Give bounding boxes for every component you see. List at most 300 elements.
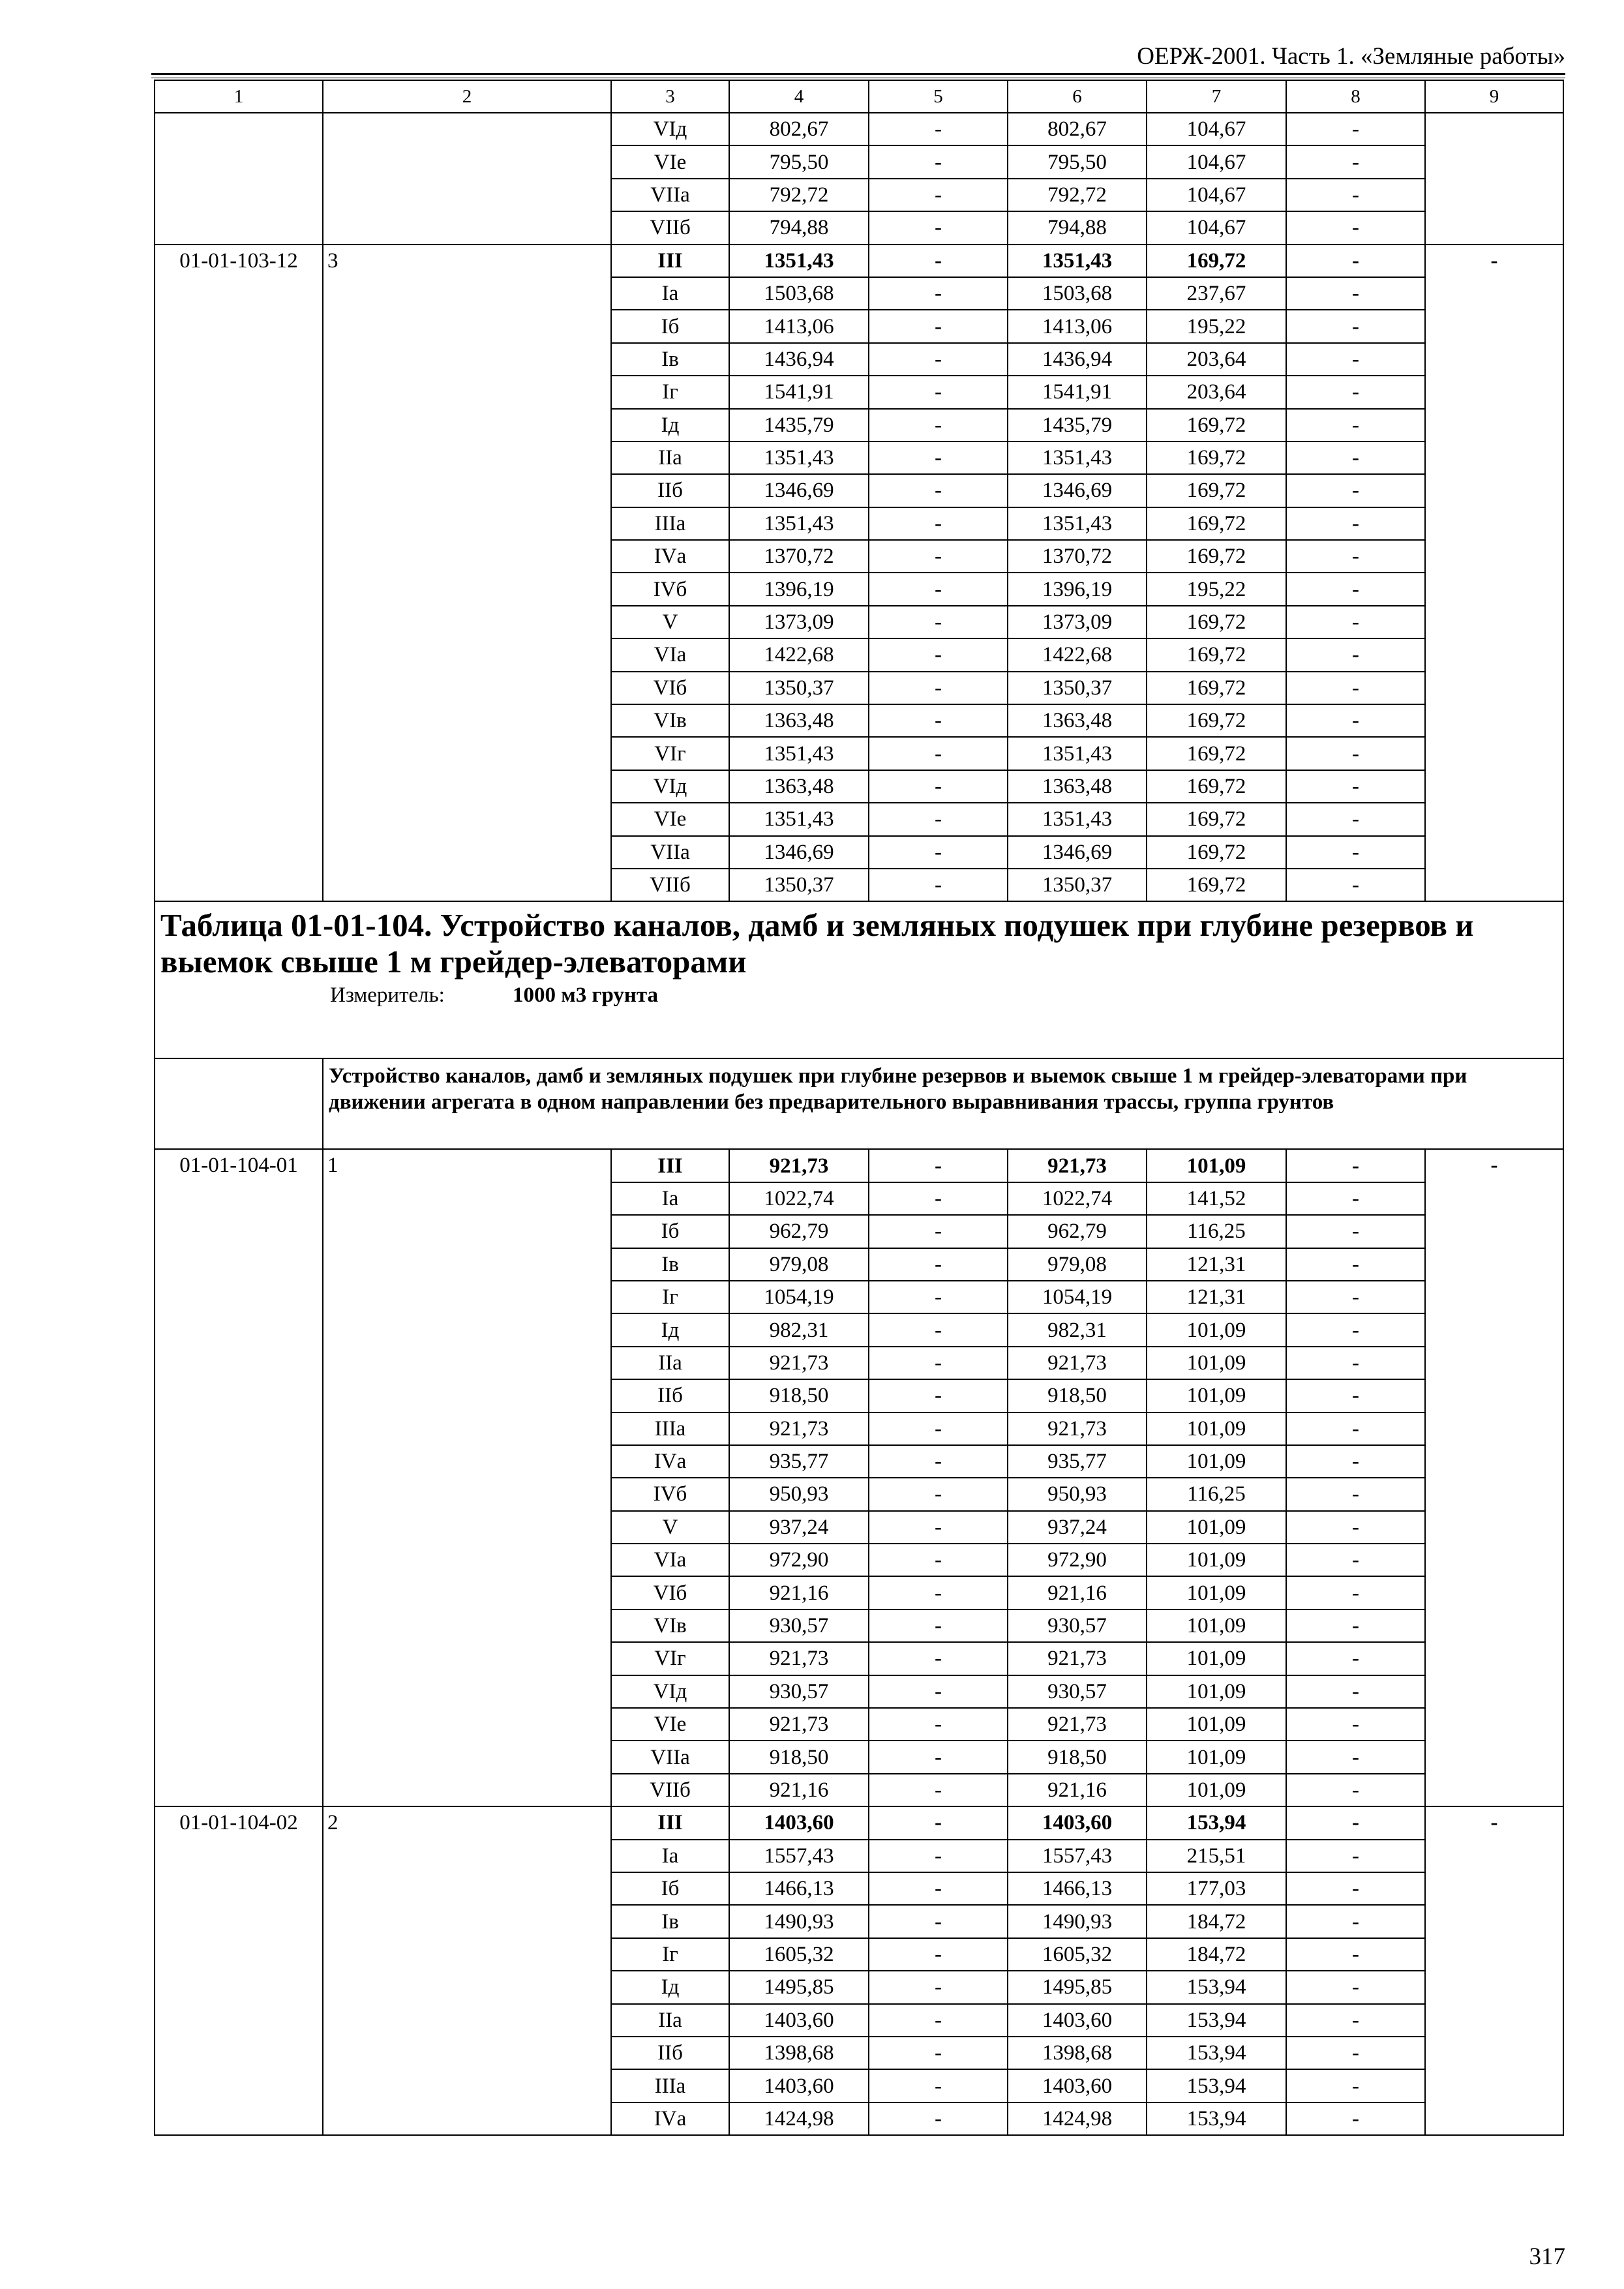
- table-title-row: [155, 901, 1563, 1058]
- soil-group-cell: Iг: [611, 1938, 729, 1971]
- soil-group-cell: VIб: [611, 672, 729, 704]
- value-cell: -: [869, 211, 1008, 244]
- value-cell: -: [1286, 836, 1425, 869]
- value-cell: 921,73: [729, 1708, 869, 1741]
- value-cell: 802,67: [1008, 113, 1147, 145]
- soil-group-cell: IIб: [611, 474, 729, 507]
- value-cell: 215,51: [1147, 1840, 1286, 1872]
- value-cell: -: [869, 1478, 1008, 1510]
- value-cell: -: [869, 1708, 1008, 1741]
- value-cell: 802,67: [729, 113, 869, 145]
- value-cell: 921,73: [1008, 1347, 1147, 1379]
- value-cell: -: [869, 2037, 1008, 2069]
- value-cell: -: [869, 1313, 1008, 1346]
- soil-group-cell: IIIа: [611, 1413, 729, 1445]
- value-cell: 101,09: [1147, 1544, 1286, 1576]
- value-cell: 104,67: [1147, 113, 1286, 145]
- value-cell: 1363,48: [729, 770, 869, 803]
- value-cell: 1503,68: [1008, 277, 1147, 310]
- value-cell: -: [869, 1182, 1008, 1215]
- value-cell: 950,93: [729, 1478, 869, 1510]
- soil-group-cell: VIIа: [611, 1741, 729, 1773]
- value-cell: 101,09: [1147, 1609, 1286, 1642]
- value-cell: 1351,43: [729, 245, 869, 277]
- value-cell: -: [869, 1872, 1008, 1905]
- value-cell: -: [869, 2102, 1008, 2135]
- value-cell: 937,24: [1008, 1511, 1147, 1544]
- value-cell: -: [869, 145, 1008, 178]
- value-cell: -: [1286, 507, 1425, 540]
- value-cell: 101,09: [1147, 1445, 1286, 1478]
- value-cell: 792,72: [1008, 179, 1147, 211]
- rate-code: [155, 113, 323, 245]
- value-cell: 982,31: [729, 1313, 869, 1346]
- value-cell: 794,88: [729, 211, 869, 244]
- soil-group-cell: Iв: [611, 343, 729, 376]
- soil-group-cell: IIIа: [611, 507, 729, 540]
- value-cell: 935,77: [1008, 1445, 1147, 1478]
- value-cell: -: [1425, 1149, 1563, 1806]
- soil-group-cell: IIб: [611, 2037, 729, 2069]
- value-cell: -: [869, 1215, 1008, 1248]
- column-number: 8: [1286, 80, 1425, 113]
- value-cell: 177,03: [1147, 1872, 1286, 1905]
- value-cell: 794,88: [1008, 211, 1147, 244]
- value-cell: 962,79: [729, 1215, 869, 1248]
- value-cell: -: [869, 836, 1008, 869]
- value-cell: -: [869, 1806, 1008, 1839]
- soil-group-cell: VIIб: [611, 1774, 729, 1806]
- value-cell: -: [869, 1675, 1008, 1708]
- value-cell: 169,72: [1147, 803, 1286, 835]
- value-cell: 950,93: [1008, 1478, 1147, 1510]
- column-number: 1: [155, 80, 323, 113]
- value-cell: 1422,68: [729, 638, 869, 671]
- value-cell: 1054,19: [1008, 1281, 1147, 1313]
- value-cell: 1346,69: [729, 474, 869, 507]
- value-cell: 1403,60: [729, 2069, 869, 2102]
- table-subtitle: Устройство каналов, дамб и земляных подушек при глубине резервов и выемок свыше 1 м грейдер-элеваторами при движении агрегата в одном направлении без предварительного выравнивания трассы, группа грунтов: [323, 1058, 1563, 1149]
- value-cell: -: [1286, 1971, 1425, 2003]
- value-cell: 979,08: [729, 1248, 869, 1281]
- value-cell: -: [1286, 2102, 1425, 2135]
- value-cell: -: [869, 376, 1008, 408]
- soil-group-cell: Iг: [611, 376, 729, 408]
- value-cell: 169,72: [1147, 638, 1286, 671]
- value-cell: 1351,43: [1008, 737, 1147, 770]
- value-cell: 1503,68: [729, 277, 869, 310]
- value-cell: 1495,85: [1008, 1971, 1147, 2003]
- value-cell: 1351,43: [729, 803, 869, 835]
- soil-group-cell: Iа: [611, 1182, 729, 1215]
- value-cell: -: [1286, 638, 1425, 671]
- value-cell: 153,94: [1147, 2102, 1286, 2135]
- value-cell: 1363,48: [1008, 704, 1147, 737]
- soil-group-cell: Iд: [611, 1971, 729, 2003]
- value-cell: -: [1286, 2069, 1425, 2102]
- value-cell: 101,09: [1147, 1313, 1286, 1346]
- value-cell: 1541,91: [729, 376, 869, 408]
- soil-group-cell: Iб: [611, 1215, 729, 1248]
- value-cell: -: [869, 441, 1008, 474]
- soil-group-cell: III: [611, 1806, 729, 1839]
- value-cell: 153,94: [1147, 2037, 1286, 2069]
- value-cell: -: [869, 606, 1008, 638]
- value-cell: -: [869, 704, 1008, 737]
- soil-group-cell: Iа: [611, 1840, 729, 1872]
- value-cell: -: [869, 770, 1008, 803]
- soil-group-cell: VIд: [611, 770, 729, 803]
- value-cell: 1403,60: [1008, 2004, 1147, 2037]
- soil-group-cell: Iб: [611, 310, 729, 342]
- value-cell: 1396,19: [1008, 573, 1147, 605]
- value-cell: 918,50: [1008, 1741, 1147, 1773]
- value-cell: 1373,09: [1008, 606, 1147, 638]
- value-cell: -: [869, 1413, 1008, 1445]
- value-cell: 153,94: [1147, 2004, 1286, 2037]
- soil-group-cell: Iд: [611, 1313, 729, 1346]
- value-cell: -: [869, 869, 1008, 901]
- value-cell: 930,57: [729, 1675, 869, 1708]
- value-cell: 1605,32: [1008, 1938, 1147, 1971]
- value-cell: 169,72: [1147, 409, 1286, 441]
- value-cell: -: [1286, 1511, 1425, 1544]
- value-cell: -: [869, 1248, 1008, 1281]
- value-cell: -: [1286, 1215, 1425, 1248]
- value-cell: 1351,43: [729, 507, 869, 540]
- value-cell: 1351,43: [1008, 245, 1147, 277]
- value-cell: -: [1286, 277, 1425, 310]
- value-cell: 918,50: [729, 1741, 869, 1773]
- value-cell: 1351,43: [1008, 803, 1147, 835]
- soil-group-cell: IVа: [611, 2102, 729, 2135]
- value-cell: 1350,37: [729, 672, 869, 704]
- value-cell: -: [1286, 1478, 1425, 1510]
- value-cell: -: [1286, 606, 1425, 638]
- value-cell: -: [869, 1840, 1008, 1872]
- table-row: [155, 245, 1563, 277]
- value-cell: 921,16: [1008, 1576, 1147, 1609]
- value-cell: 101,09: [1147, 1708, 1286, 1741]
- value-cell: -: [1286, 2004, 1425, 2037]
- value-cell: -: [869, 245, 1008, 277]
- value-cell: 930,57: [729, 1609, 869, 1642]
- soil-group-cell: VIIа: [611, 836, 729, 869]
- value-cell: 918,50: [1008, 1379, 1147, 1412]
- value-cell: 1403,60: [1008, 2069, 1147, 2102]
- rate-code: 01-01-103-12: [155, 245, 323, 902]
- value-cell: 169,72: [1147, 606, 1286, 638]
- value-cell: 101,09: [1147, 1379, 1286, 1412]
- soil-group-cell: Iв: [611, 1905, 729, 1937]
- value-cell: -: [1425, 245, 1563, 902]
- value-cell: -: [1286, 409, 1425, 441]
- rate-code: 01-01-104-02: [155, 1806, 323, 2135]
- value-cell: 1351,43: [729, 737, 869, 770]
- soil-group-cell: IVа: [611, 540, 729, 573]
- soil-group-cell: VIе: [611, 145, 729, 178]
- value-cell: -: [1286, 1872, 1425, 1905]
- value-cell: -: [1286, 1445, 1425, 1478]
- soil-group-cell: IIа: [611, 2004, 729, 2037]
- value-cell: 169,72: [1147, 507, 1286, 540]
- table-row: [155, 1149, 1563, 1182]
- table-title: Таблица 01-01-104. Устройство каналов, дамб и земляных подушек при глубине резервов и выемок свыше 1 м грейдер-элеваторами: [160, 907, 1474, 980]
- unit-line: [160, 983, 1557, 1008]
- value-cell: 1403,60: [729, 1806, 869, 1839]
- value-cell: 203,64: [1147, 376, 1286, 408]
- soil-group-cell: VIг: [611, 1642, 729, 1675]
- table-title-cell: [155, 901, 1563, 1058]
- value-cell: 972,90: [1008, 1544, 1147, 1576]
- value-cell: -: [869, 1609, 1008, 1642]
- value-cell: 1351,43: [1008, 507, 1147, 540]
- value-cell: 792,72: [729, 179, 869, 211]
- soil-group-cell: V: [611, 1511, 729, 1544]
- value-cell: 169,72: [1147, 869, 1286, 901]
- value-cell: 921,73: [1008, 1413, 1147, 1445]
- value-cell: -: [869, 1544, 1008, 1576]
- value-cell: -: [1286, 1905, 1425, 1937]
- column-number: 7: [1147, 80, 1286, 113]
- value-cell: 1350,37: [729, 869, 869, 901]
- value-cell: -: [1286, 1609, 1425, 1642]
- column-number: 4: [729, 80, 869, 113]
- value-cell: -: [1286, 704, 1425, 737]
- value-cell: -: [869, 1149, 1008, 1182]
- value-cell: -: [1286, 145, 1425, 178]
- value-cell: -: [1286, 343, 1425, 376]
- value-cell: 101,09: [1147, 1413, 1286, 1445]
- value-cell: 1490,93: [729, 1905, 869, 1937]
- header-rule: [151, 73, 1565, 75]
- value-cell: 795,50: [1008, 145, 1147, 178]
- soil-group-cell: VIд: [611, 1675, 729, 1708]
- value-cell: 930,57: [1008, 1609, 1147, 1642]
- soil-group-cell: VIIа: [611, 179, 729, 211]
- value-cell: -: [1286, 1313, 1425, 1346]
- rate-name: 3: [323, 245, 611, 902]
- value-cell: 169,72: [1147, 737, 1286, 770]
- unit-value: 1000 м3 грунта: [513, 983, 659, 1008]
- value-cell: -: [869, 409, 1008, 441]
- soil-group-cell: VIд: [611, 113, 729, 145]
- value-cell: 921,16: [729, 1774, 869, 1806]
- value-cell: -: [1286, 1708, 1425, 1741]
- value-cell: 1351,43: [1008, 441, 1147, 474]
- value-cell: -: [1286, 573, 1425, 605]
- value-cell: 918,50: [729, 1379, 869, 1412]
- value-cell: 101,09: [1147, 1774, 1286, 1806]
- value-cell: 921,16: [729, 1576, 869, 1609]
- column-number-row: [155, 80, 1563, 113]
- value-cell: -: [1286, 1642, 1425, 1675]
- rate-code: 01-01-104-01: [155, 1149, 323, 1806]
- value-cell: -: [869, 310, 1008, 342]
- value-cell: -: [1286, 540, 1425, 573]
- soil-group-cell: III: [611, 245, 729, 277]
- soil-group-cell: VIг: [611, 737, 729, 770]
- value-cell: 982,31: [1008, 1313, 1147, 1346]
- value-cell: 1363,48: [729, 704, 869, 737]
- value-cell: 1370,72: [1008, 540, 1147, 573]
- value-cell: -: [869, 507, 1008, 540]
- value-cell: 169,72: [1147, 836, 1286, 869]
- value-cell: -: [869, 179, 1008, 211]
- column-number: 3: [611, 80, 729, 113]
- value-cell: -: [869, 2004, 1008, 2037]
- soil-group-cell: IIIа: [611, 2069, 729, 2102]
- value-cell: 195,22: [1147, 573, 1286, 605]
- value-cell: -: [869, 1971, 1008, 2003]
- soil-group-cell: Iб: [611, 1872, 729, 1905]
- running-header: ОЕРЖ-2001. Часть 1. «Земляные работы»: [1137, 43, 1565, 70]
- value-cell: 937,24: [729, 1511, 869, 1544]
- value-cell: -: [1286, 672, 1425, 704]
- soil-group-cell: IIб: [611, 1379, 729, 1412]
- value-cell: 1396,19: [729, 573, 869, 605]
- value-cell: 921,73: [1008, 1708, 1147, 1741]
- value-cell: -: [1286, 1379, 1425, 1412]
- value-cell: 195,22: [1147, 310, 1286, 342]
- value-cell: -: [1286, 474, 1425, 507]
- value-cell: -: [1286, 1281, 1425, 1313]
- soil-group-cell: VIа: [611, 638, 729, 671]
- value-cell: 153,94: [1147, 2069, 1286, 2102]
- rate-name: 2: [323, 1806, 611, 2135]
- table-row: [155, 113, 1563, 145]
- soil-group-cell: IIа: [611, 441, 729, 474]
- value-cell: 1424,98: [729, 2102, 869, 2135]
- value-cell: 1466,13: [729, 1872, 869, 1905]
- value-cell: 169,72: [1147, 441, 1286, 474]
- value-cell: 116,25: [1147, 1215, 1286, 1248]
- value-cell: -: [1286, 1347, 1425, 1379]
- value-cell: 962,79: [1008, 1215, 1147, 1248]
- soil-group-cell: IIа: [611, 1347, 729, 1379]
- unit-label: Измеритель:: [330, 983, 445, 1008]
- value-cell: 935,77: [729, 1445, 869, 1478]
- value-cell: 1346,69: [729, 836, 869, 869]
- value-cell: 1424,98: [1008, 2102, 1147, 2135]
- value-cell: 121,31: [1147, 1281, 1286, 1313]
- value-cell: 921,73: [1008, 1149, 1147, 1182]
- soil-group-cell: Iг: [611, 1281, 729, 1313]
- column-number: 9: [1425, 80, 1563, 113]
- value-cell: 1363,48: [1008, 770, 1147, 803]
- value-cell: -: [1286, 1182, 1425, 1215]
- value-cell: 101,09: [1147, 1675, 1286, 1708]
- value-cell: 1022,74: [729, 1182, 869, 1215]
- value-cell: 1435,79: [1008, 409, 1147, 441]
- value-cell: -: [869, 1347, 1008, 1379]
- value-cell: -: [1286, 211, 1425, 244]
- column-number: 2: [323, 80, 611, 113]
- value-cell: 979,08: [1008, 1248, 1147, 1281]
- empty-cell: [155, 1058, 323, 1149]
- value-cell: -: [1286, 1774, 1425, 1806]
- value-cell: -: [869, 672, 1008, 704]
- soil-group-cell: VIе: [611, 1708, 729, 1741]
- value-cell: 1370,72: [729, 540, 869, 573]
- soil-group-cell: IVб: [611, 573, 729, 605]
- value-cell: -: [1286, 310, 1425, 342]
- rate-name: [323, 113, 611, 245]
- value-cell: 1490,93: [1008, 1905, 1147, 1937]
- value-cell: -: [869, 1445, 1008, 1478]
- value-cell: 104,67: [1147, 145, 1286, 178]
- value-cell: 1350,37: [1008, 869, 1147, 901]
- value-cell: -: [869, 113, 1008, 145]
- value-cell: 1022,74: [1008, 1182, 1147, 1215]
- soil-group-cell: Iа: [611, 277, 729, 310]
- soil-group-cell: VIв: [611, 1609, 729, 1642]
- table-row: [155, 1806, 1563, 1839]
- value-cell: -: [869, 1576, 1008, 1609]
- page-number: 317: [1529, 2243, 1565, 2270]
- value-cell: -: [869, 638, 1008, 671]
- value-cell: 101,09: [1147, 1741, 1286, 1773]
- value-cell: 169,72: [1147, 672, 1286, 704]
- value-cell: 101,09: [1147, 1149, 1286, 1182]
- value-cell: 921,73: [729, 1149, 869, 1182]
- rate-name: 1: [323, 1149, 611, 1806]
- value-cell: 141,52: [1147, 1182, 1286, 1215]
- value-cell: 203,64: [1147, 343, 1286, 376]
- value-cell: -: [869, 1774, 1008, 1806]
- soil-group-cell: VIе: [611, 803, 729, 835]
- value-cell: [1425, 113, 1563, 245]
- value-cell: 921,73: [729, 1347, 869, 1379]
- value-cell: 1557,43: [729, 1840, 869, 1872]
- value-cell: -: [1286, 1149, 1425, 1182]
- value-cell: 101,09: [1147, 1347, 1286, 1379]
- value-cell: 1413,06: [1008, 310, 1147, 342]
- soil-group-cell: VIIб: [611, 869, 729, 901]
- soil-group-cell: VIIб: [611, 211, 729, 244]
- value-cell: -: [869, 1905, 1008, 1937]
- value-cell: 1398,68: [1008, 2037, 1147, 2069]
- value-cell: 921,73: [729, 1642, 869, 1675]
- value-cell: 1466,13: [1008, 1872, 1147, 1905]
- soil-group-cell: VIб: [611, 1576, 729, 1609]
- value-cell: 101,09: [1147, 1642, 1286, 1675]
- value-cell: 1351,43: [729, 441, 869, 474]
- table-subtitle-row: [155, 1058, 1563, 1149]
- value-cell: 930,57: [1008, 1675, 1147, 1708]
- value-cell: 1346,69: [1008, 836, 1147, 869]
- value-cell: 116,25: [1147, 1478, 1286, 1510]
- value-cell: -: [869, 1642, 1008, 1675]
- soil-group-cell: VIв: [611, 704, 729, 737]
- soil-group-cell: IVб: [611, 1478, 729, 1510]
- value-cell: 169,72: [1147, 245, 1286, 277]
- value-cell: -: [1286, 1938, 1425, 1971]
- value-cell: -: [1286, 245, 1425, 277]
- value-cell: 1436,94: [729, 343, 869, 376]
- rates-table: [154, 80, 1564, 2136]
- value-cell: -: [1286, 2037, 1425, 2069]
- value-cell: -: [1286, 113, 1425, 145]
- value-cell: 795,50: [729, 145, 869, 178]
- value-cell: 153,94: [1147, 1806, 1286, 1839]
- value-cell: -: [1286, 1675, 1425, 1708]
- value-cell: 184,72: [1147, 1938, 1286, 1971]
- value-cell: -: [1286, 441, 1425, 474]
- value-cell: -: [1286, 1840, 1425, 1872]
- value-cell: -: [1286, 179, 1425, 211]
- value-cell: -: [869, 1741, 1008, 1773]
